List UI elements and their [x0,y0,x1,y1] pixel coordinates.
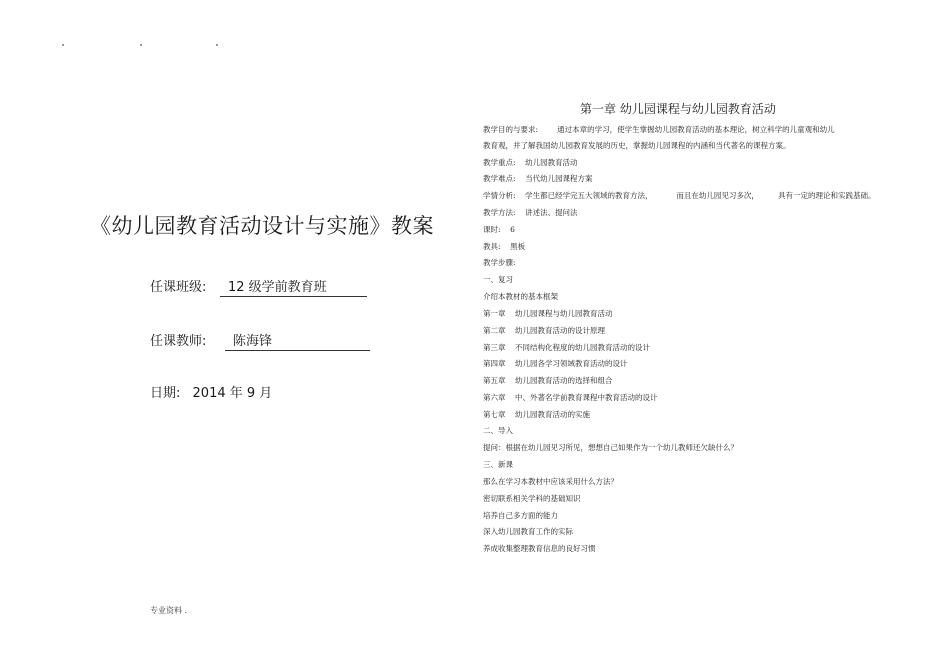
date-value: 2014 年 9 月 [192,386,273,401]
chapter-line: 一、复习 [483,275,513,284]
date-label: 日期: [150,386,181,401]
chapter-line: 教具: 黑板 [483,242,526,251]
chapter-line: 第二章 幼儿园教育活动的设计原理 [483,326,606,335]
chapter-line: 提问：根据在幼儿园见习所见，想想自己如果作为一个幼儿教师还欠缺什么？ [483,443,738,452]
footer-note: 专业资料 . [150,606,188,615]
chapter-line: 第四章 幼儿园各学习领域教育活动的设计 [483,359,628,368]
chapter-line: 密切联系相关学科的基础知识 [483,494,581,503]
teacher-value: 陈海锋 [225,330,370,351]
chapter-line: 教学步骤: [483,258,516,267]
class-value: 12 级学前教育班 [220,276,367,297]
chapter-line: 学情分析: 学生都已经学完五大领域的教育方法， 而且在幼儿园见习多次， 具有一定的理论和实践基础。 [483,191,876,200]
chapter-line: 养成收集整理教育信息的良好习惯 [483,544,596,553]
chapter-line: 课时: 6 [483,225,515,234]
chapter-line: 教育观，并了解我国幼儿园教育发展的历史，掌握幼儿园课程的内涵和当代著名的课程方案。 [483,141,791,150]
chapter-line: 教学难点: 当代幼儿园课程方案 [483,174,593,183]
class-label: 任课班级: [150,280,207,295]
chapter-line: 二、导入 [483,426,513,435]
chapter-line: 那么在学习本教材中应该采用什么方法？ [483,477,618,486]
chapter-line: 教学重点: 幼儿园教育活动 [483,158,578,167]
chapter-line: 第三章 不同结构化程度的幼儿园教育活动的设计 [483,343,651,352]
header-mark [62,44,64,46]
chapter-line: 第一章 幼儿园课程与幼儿园教育活动 [483,309,613,318]
chapter-line: 培养自己多方面的能力 [483,511,558,520]
chapter-line: 教学方法: 讲述法、提问法 [483,208,578,217]
chapter-title: 第一章 幼儿园课程与幼儿园教育活动 [580,102,776,116]
chapter-line: 第五章 幼儿园教育活动的选择和组合 [483,376,613,385]
cover-title: 《幼儿园教育活动设计与实施》教案 [90,214,434,238]
chapter-line: 教学目的与要求: 通过本章的学习，使学生掌握幼儿园教育活动的基本理论，树立科学的儿童观和幼儿 [483,125,835,134]
date-row [150,382,272,401]
header-mark [216,44,218,46]
teacher-label: 任课教师: [150,334,207,349]
chapter-line: 介绍本教材的基本框架 [483,292,558,301]
chapter-line: 第七章 幼儿园教育活动的实施 [483,410,591,419]
chapter-line: 深入幼儿园教育工作的实际 [483,527,573,536]
chapter-line: 第六章 中、外著名学前教育课程中教育活动的设计 [483,393,658,402]
header-mark [140,44,142,46]
chapter-line: 三、新课 [483,460,513,469]
teacher-row [150,330,273,349]
class-row [150,276,327,295]
